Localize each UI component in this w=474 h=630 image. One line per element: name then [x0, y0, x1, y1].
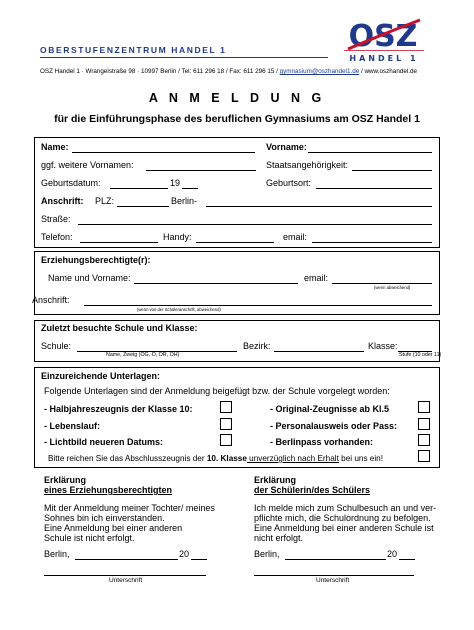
weitere-vornamen-label: ggf. weitere Vornamen: — [41, 160, 134, 170]
name-label: Name: — [41, 142, 69, 152]
doc-abschlusszeugnis-checkbox[interactable] — [418, 450, 430, 462]
decl-left-heading1: Erklärung — [44, 475, 87, 485]
staatsangehoerigkeit-input[interactable] — [352, 170, 432, 171]
decl-right-signature-label: Unterschrift — [316, 577, 350, 584]
geburtsdatum-input[interactable] — [110, 188, 168, 189]
decl-left-heading2: eines Erziehungsberechtigten — [44, 485, 173, 495]
decl-left-year-input[interactable] — [191, 559, 207, 560]
note-part4: bei uns ein! — [338, 454, 384, 463]
form-title: A N M E L D U N G — [148, 91, 326, 105]
email-link[interactable]: gymnasium@oszhandel1.de — [279, 68, 360, 75]
guardian-email-input[interactable] — [332, 283, 432, 284]
decl-left-text-4: Schule ist nicht erfolgt. — [44, 533, 135, 543]
documents-heading: Einzureichende Unterlagen: — [41, 371, 161, 381]
decl-right-text-3: Eine Anmeldung bei einer anderen Schule ist — [254, 523, 434, 533]
doc-lebenslauf-checkbox[interactable] — [220, 418, 232, 430]
vorname-label: Vorname: — [266, 142, 307, 152]
doc-personalausweis-checkbox[interactable] — [418, 418, 430, 430]
decl-right-date-input[interactable] — [285, 559, 386, 560]
handy-label: Handy: — [163, 232, 192, 242]
decl-left-year-prefix: 20 — [179, 549, 190, 559]
geburtsjahr-prefix: 19 — [170, 178, 181, 188]
decl-right-date-prefix: Berlin, — [254, 549, 280, 559]
anschrift-label: Anschrift: — [41, 196, 84, 206]
decl-right-year-prefix: 20 — [387, 549, 398, 559]
logo-text: OSZ — [348, 19, 418, 54]
note-part3: nach Erhalt — [295, 454, 339, 463]
geburtsdatum-label: Geburtsdatum: — [41, 178, 101, 188]
osz-logo — [328, 16, 438, 66]
decl-left-date-input[interactable] — [75, 559, 178, 560]
doc-original-zeugnisse-label: - Original-Zeugnisse ab Kl.5 — [270, 404, 390, 414]
plz-label: PLZ: — [95, 196, 115, 206]
decl-right-year-input[interactable] — [399, 559, 415, 560]
school-heading: Zuletzt besuchte Schule und Klasse: — [41, 323, 198, 333]
student-email-input[interactable] — [312, 242, 432, 243]
strasse-label: Straße: — [41, 214, 71, 224]
telefon-input[interactable] — [80, 242, 158, 243]
doc-halbjahreszeugnis-checkbox[interactable] — [220, 401, 232, 413]
guardian-email-label: email: — [304, 273, 329, 283]
guardian-name-label: Name und Vorname: — [48, 273, 131, 283]
decl-left-text-3: Eine Anmeldung bei einer anderen — [44, 523, 183, 533]
doc-personalausweis-label: - Personalausweis oder Pass: — [270, 421, 398, 431]
plz-input[interactable] — [117, 206, 169, 207]
klasse-label: Klasse: — [368, 341, 398, 351]
school-address — [40, 69, 417, 75]
bezirk-label: Bezirk: — [243, 341, 271, 351]
schule-note: Name, Zweig (OG, O, OR, OH) — [106, 352, 180, 358]
klasse-note: Stufe (10 oder 11) — [399, 352, 442, 358]
telefon-label: Telefon: — [41, 232, 73, 242]
decl-left-text-2: Sohnes bin ich einverstanden. — [44, 513, 165, 523]
weitere-vornamen-input[interactable] — [146, 170, 256, 171]
note-part1: Bitte reichen Sie das Abschlusszeugnis der — [48, 454, 207, 463]
doc-original-zeugnisse-checkbox[interactable] — [418, 401, 430, 413]
note-bold: 10. Klasse — [206, 454, 247, 463]
decl-right-text-4: nicht erfolgt. — [254, 533, 304, 543]
address-suffix: / www.oszhandel.de — [359, 68, 417, 75]
decl-right-text-1: Ich melde mich zum Schulbesuch an und ver- — [254, 503, 437, 513]
guardian-heading: Erziehungsberechtigte(r): — [41, 255, 151, 265]
handy-input[interactable] — [196, 242, 274, 243]
strasse-input[interactable] — [78, 224, 432, 225]
decl-right-signature-line[interactable] — [254, 575, 414, 576]
student-email-label: email: — [283, 232, 308, 242]
doc-lichtbild-label: - Lichtbild neueren Datums: — [44, 437, 164, 447]
doc-lichtbild-checkbox[interactable] — [220, 434, 232, 446]
vorname-input[interactable] — [308, 152, 432, 153]
decl-left-text-1: Mit der Anmeldung meiner Tochter/ meines — [44, 503, 215, 513]
address-prefix: OSZ Handel 1 · Wrangelstraße 98 · 10997 Berlin / Tel: 611 296 18 / Fax: 611 296 15 / — [40, 68, 280, 75]
decl-right-heading1: Erklärung — [254, 475, 297, 485]
school-name: OBERSTUFENZENTRUM HANDEL 1 — [40, 45, 227, 55]
schule-label: Schule: — [41, 341, 72, 351]
doc-berlinpass-checkbox[interactable] — [418, 434, 430, 446]
geburtsjahr-input[interactable] — [182, 188, 198, 189]
documents-intro: Folgende Unterlagen sind der Anmeldung beigefügt bzw. der Schule vorgelegt worden: — [44, 386, 390, 396]
staatsangehoerigkeit-label: Staatsangehörigkeit: — [266, 160, 349, 170]
decl-left-signature-label: Unterschrift — [109, 577, 143, 584]
decl-right-text-2: pflichte mich, die Schulordnung zu befolgen. — [254, 513, 431, 523]
guardian-anschrift-input[interactable] — [84, 305, 432, 306]
documents-note — [48, 455, 383, 463]
osz-logo-graphic — [328, 16, 438, 66]
documents-section — [34, 367, 440, 468]
guardian-name-input[interactable] — [134, 283, 298, 284]
decl-left-date-prefix: Berlin, — [44, 549, 70, 559]
doc-halbjahreszeugnis-label: - Halbjahreszeugnis der Klasse 10: — [44, 404, 193, 414]
student-section — [34, 137, 440, 248]
berlin-label: Berlin- — [171, 196, 198, 206]
decl-left-signature-line[interactable] — [44, 575, 206, 576]
note-part2: unverzüglich — [246, 454, 296, 463]
guardian-email-note: (wenn abweichend) — [374, 285, 411, 290]
form-subtitle: für die Einführungsphase des beruflichen Gymnasiums am OSZ Handel 1 — [54, 113, 420, 125]
bezirk-input[interactable] — [274, 351, 364, 352]
name-input[interactable] — [72, 152, 255, 153]
logo-subtext: HANDEL 1 — [349, 54, 419, 63]
doc-berlinpass-label: - Berlinpass vorhanden: — [270, 437, 374, 447]
guardian-anschrift-note: (wenn von der Schüleranschrift, abweichend) — [137, 307, 221, 312]
geburtsort-label: Geburtsort: — [266, 178, 312, 188]
decl-right-heading2: der Schülerin/des Schülers — [254, 485, 371, 495]
guardian-anschrift-label: Anschrift: — [32, 295, 70, 305]
doc-lebenslauf-label: - Lebenslauf: — [44, 421, 101, 431]
geburtsort-input[interactable] — [316, 188, 432, 189]
bezirk-ortsteil-input[interactable] — [206, 206, 432, 207]
